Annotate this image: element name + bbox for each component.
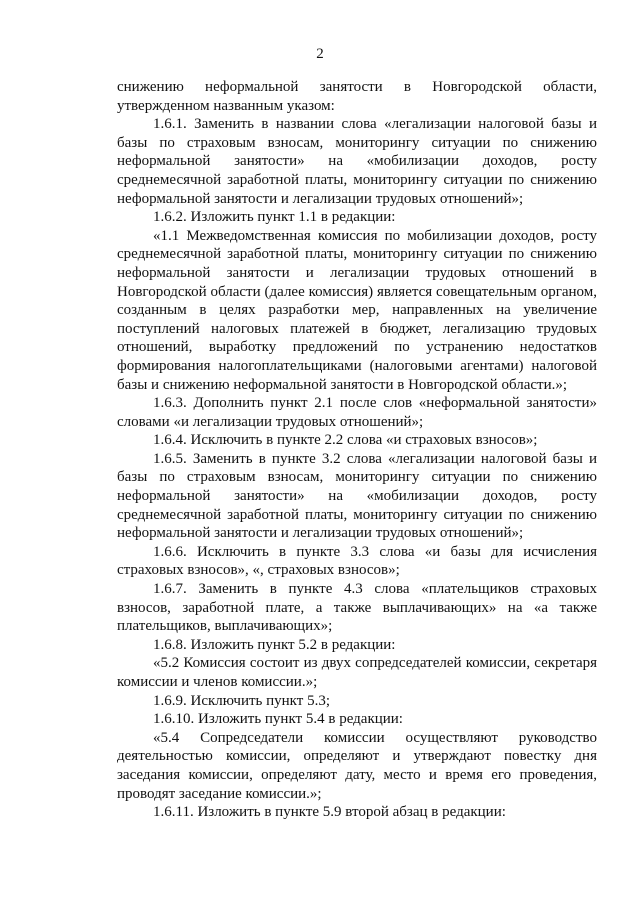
paragraph-1-6-9: 1.6.9. Исключить пункт 5.3; [153, 692, 330, 709]
page-number: 2 [316, 46, 324, 62]
paragraph-1-6-5: 1.6.5. Заменить в пункте 3.2 слова «легализации налоговой базы и базы по страховым взносам, мониторингу ситуации по снижению неформальной занятости» на «мобилизации доходов, росту среднемесячной заработной платы, мониторингу ситуации по снижению неформальной занятости и легализации трудовых отношений»; [117, 450, 597, 542]
paragraph-1-6-10: 1.6.10. Изложить пункт 5.4 в редакции: [153, 711, 403, 728]
paragraph-1-6-8: 1.6.8. Изложить пункт 5.2 в редакции: [153, 636, 396, 653]
paragraph-1-6-1: 1.6.1. Заменить в названии слова «легализации налоговой базы и базы по страховым взносам, мониторингу ситуации по снижению неформальной занятости» на «мобилизации доходов, росту среднемесячной заработной платы, мониторингу ситуации по снижению неформальной занятости и легализации трудовых отношений»; [117, 116, 597, 207]
document-body [117, 78, 597, 822]
paragraph-1-6-4: 1.6.4. Исключить в пункте 2.2 слова «и страховых взносов»; [153, 432, 538, 449]
paragraph-1-6-6: 1.6.6. Исключить в пункте 3.3 слова «и базы для исчисления страховых взносов», «, страховых взносов»; [117, 543, 597, 579]
paragraph-1-6-7: 1.6.7. Заменить в пункте 4.3 слова «плательщиков страховых взносов, заработной плате, а также выплачивающих» на «а также плательщиков, выплачивающих»; [117, 581, 597, 635]
paragraph-quote-1-1: «1.1 Межведомственная комиссия по мобилизации доходов, росту среднемесячной заработной платы, мониторингу ситуации по снижению неформальной занятости и легализации трудовых отношений в Новгородской области (далее комиссия) является совещательным органом, созданным в целях разработки мер, направленных на увеличение поступлений налоговых платежей в бюджет, легализацию трудовых отношений, выработку предложений по устранению недостатков формирования налогоплательщиками (налоговыми агентами) налоговой базы и снижению неформальной занятости в Новгородской области.»; [117, 227, 597, 393]
paragraph-quote-5-4: «5.4 Сопредседатели комиссии осуществляют руководство деятельностью комиссии, определяют и утверждают повестку дня заседания комиссии, определяют дату, место и время его проведения, проводят заседание комиссии.»; [117, 729, 597, 802]
paragraph-quote-5-2: «5.2 Комиссия состоит из двух сопредседателей комиссии, секретаря комиссии и членов комиссии.»; [117, 655, 597, 690]
paragraph-continuation: снижению неформальной занятости в Новгородской области, утвержденном названным указом: [117, 79, 597, 114]
paragraph-1-6-2: 1.6.2. Изложить пункт 1.1 в редакции: [153, 209, 396, 226]
paragraph-1-6-3: 1.6.3. Дополнить пункт 2.1 после слов «неформальной занятости» словами «и легализации трудовых отношений»; [117, 395, 597, 430]
paragraph-1-6-11: 1.6.11. Изложить в пункте 5.9 второй абзац в редакции: [153, 804, 506, 821]
